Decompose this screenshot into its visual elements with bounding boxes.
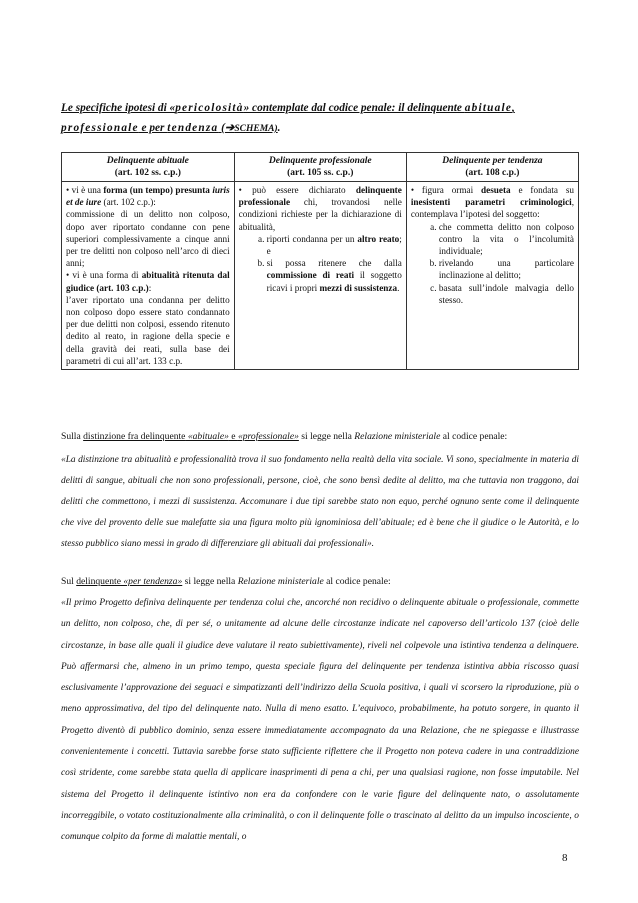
tendenza-intro: • figura ormai desueta e fondata su inesistenti parametri criminologici, contemplava l’ipotesi del soggetto: [410,185,574,220]
list-item: c. basata sull’indole malvagia dello stesso. [439,282,574,306]
heading-text-4: e per [138,122,168,134]
tendenza-list [411,221,574,306]
header-title: Delinquente professionale [268,156,372,166]
heading-text-2: » contemplate dal codice penale: il delinquente [243,102,465,114]
ritenuta-text: l’aver riportato una condanna per delitto non colposo dopo essere stato condannato per due delitti non colposi, essendo ritenuto dedito al reato, in ragione della specie e della gravità dei reati, sulla base dei parametri di cui all’art. 133 c.p. [66,294,230,366]
professionale-intro: • può essere dichiarato delinquente professionale chi, trovandosi nelle condizioni richieste per la dichiarazione di abitualità, [238,185,402,232]
cell-abituale [62,182,235,370]
quote-relazione-2: «Il primo Progetto definiva delinquente per tendenza colui che, ancorché non recidivo o delinquente abituale o professionale, commette un delitto, non colposo, che, di per sé, o unitamente ad alcune delle circostanze indicate nel capoverso dell’articolo 137 (cioè delle circostanze, in base alle quali il giudice deve valutare il reato subiettivamente), riveli nel colpevole una istintiva tendenza a delinquere. Può affermarsi che, almeno in un primo tempo, questa speciale figura del delinquente per tendenza istintiva abbia riscosso quasi esclusivamente l’approvazione dei seguaci e simpatizzanti dell’indirizzo della Scuola positiva, i quali vi scorsero la riproduzione, più o meno approssimativa, del tipo del delinquente nato. Nulla di meno esatto. L’equivoco, probabilmente, ha potuto sorgere, in quanto il Progetto diventò di pubblico dominio, senza essere immediatamente accompagnato da una Relazione, che ne spiegasse e illustrasse convenientemente i concetti. Tuttavia sarebbe forse stato sufficiente riflettere che il Progetto non poteva cadere in una contraddizione così stridente, come sarebbe stata quella di applicare inasprimenti di pena a chi, per una qualsiasi ragione, non fosse imputabile. Nel sistema del Progetto il delinquente istintivo non era da confondere con le varie figure del delinquente nato, o assolutamente incorreggibile, o votato costituzionalmente alla criminalità, o con il delinquente folle o trascinato al delitto da un impulso incosciente, o comunque colpito da forme di malattie mentali, o [61,598,579,843]
bullet-presunta: • vi è una forma (un tempo) presunta iuris et de iure (art. 102 c.p.): [66,185,230,208]
heading-word-professionale: professionale [61,122,139,134]
quote-relazione-1: «La distinzione tra abitualità e professionalità trova il suo fondamento nella realtà della vita sociale. Vi sono, specialmente in materia di delitti di sangue, abituali che non sono professionali, persone, cioè, che sono bensì dedite al delitto, ma che tuttavia non traggono, dai delitti che commettono, i mezzi di sussistenza. Accomunare i due tipi sarebbe stato non equo, perché ognuno sente come il delinquente che vive del provento delle sue malefatte sia una figura molto più ignominiosa dell’abituale; ed è bene che il giudice o le Autorità, e lo stesso pubblico siano messi in grado di differenziare gli abituali dai professionali». [61,455,579,549]
heading-text-3: , [512,102,515,114]
list-item: b. si possa ritenere che dalla commissione di reati il soggetto ricavi i propri mezzi di sussistenza. [267,257,402,294]
header-ref: (art. 102 ss. c.p.) [114,168,181,178]
heading-text-5: ( [218,122,225,134]
header-ref: (art. 108 c.p.) [465,168,520,178]
intro-tendenza: Sul delinquente «per tendenza» si legge nella Relazione ministeriale al codice penale: [61,576,391,587]
header-abituale [62,153,235,182]
header-professionale [234,153,406,182]
delinquent-types-table [61,152,579,370]
list-item: b. rivelando una particolare inclinazione al delitto; [439,257,574,281]
page-number: 8 [562,852,568,864]
arrow-right-icon: ➔ [224,122,235,134]
list-item: a. riporti condanna per un altro reato; e [267,233,402,257]
table-header-row [62,153,579,182]
presunta-text: commissione di un delitto non colposo, dopo aver riportato condanne con pene superiori complessivamente a cinque anni per tre delitti non colposo nell’arco di dieci anni; [66,209,230,269]
header-ref: (art. 105 ss. c.p.) [287,168,354,178]
heading-word-abituale: abituale [464,102,513,114]
heading-end: . [277,122,281,134]
heading-word-tendenza: tendenza [167,122,219,134]
list-item: a. che commetta delitto non colposo contro la vita o l’incolumità individuale; [439,221,574,258]
cell-tendenza [406,182,578,370]
bullet-ritenuta: • vi è una forma di abitualità ritenuta dal giudice (art. 103 c.p.): [66,270,230,293]
heading-word-pericolosita: pericolosità [175,102,244,114]
header-title: Delinquente abituale [106,156,189,166]
heading-text-1: Le specifiche ipotesi di « [61,102,176,114]
header-title: Delinquente per tendenza [442,156,543,166]
professionale-list [239,233,402,294]
section-heading [61,98,579,139]
intro-abituale-professionale: Sulla distinzione fra delinquente «abituale» e «professionale» si legge nella Relazione ministeriale al codice penale: [61,431,508,442]
table-row [62,182,579,370]
header-tendenza [406,153,578,182]
cell-professionale [234,182,406,370]
schema-link[interactable]: SCHEMA) [234,124,278,134]
